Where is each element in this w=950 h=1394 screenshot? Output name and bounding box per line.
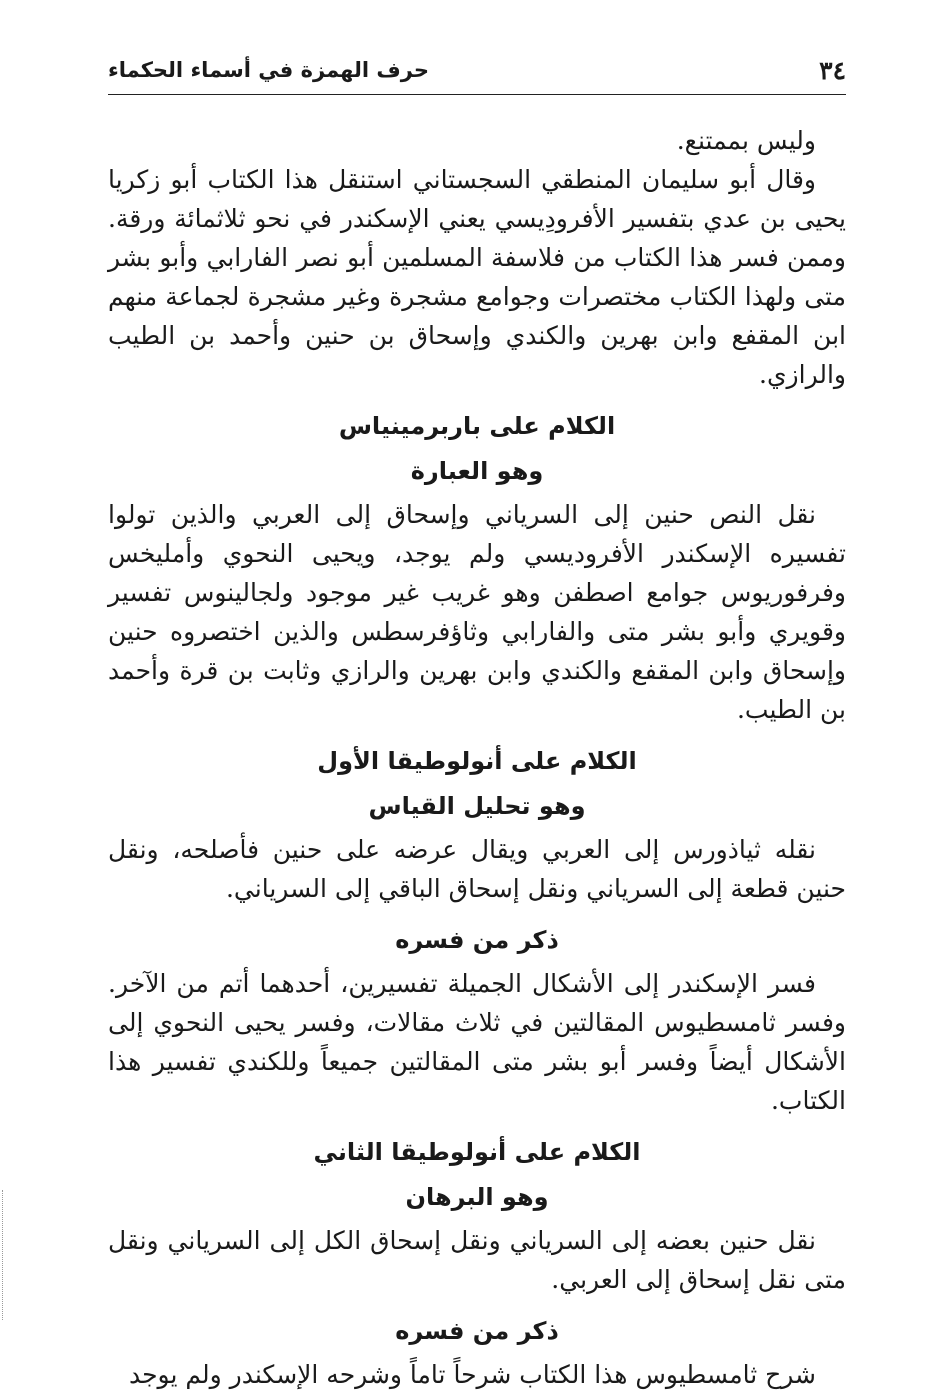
section-heading: الكلام على أنولوطيقا الأول bbox=[317, 747, 637, 775]
page-number: ٣٤ bbox=[819, 56, 846, 85]
section-heading: الكلام على باربرمينياس bbox=[338, 412, 616, 440]
paragraph: نقل النص حنين إلى السرياني وإسحاق إلى العربي والذين تولوا تفسيره الإسكندر الأفروديسي ولم يوجد، ويحيى النحوي وأمليخس وفرفوريوس جوامع اصطفن وهو غريب غير موجود ولجالينوس تفسير وقويري وأبو بشر متى والفارابي وثاؤفرسطس والذين اختصروه حنين وإسحاق وابن المقفع والكندي وابن بهرين والرازي وثابت بن قرة وأحمد بن الطيب. bbox=[108, 500, 846, 724]
paragraph: نقل حنين بعضه إلى السرياني ونقل إسحاق الكل إلى السرياني ونقل متى نقل إسحاق إلى العربي. bbox=[108, 1226, 846, 1294]
paragraph: نقله ثياذورس إلى العربي ويقال عرضه على حنين فأصلحه، ونقل حنين قطعة إلى السرياني ونقل إسحاق الباقي إلى السرياني. bbox=[108, 835, 846, 903]
section-heading: الكلام على أنولوطيقا الثاني bbox=[313, 1138, 641, 1166]
paragraph: وليس بممتنع. bbox=[676, 126, 816, 155]
running-title: حرف الهمزة في أسماء الحكماء bbox=[108, 58, 429, 82]
paragraph: وقال أبو سليمان المنطقي السجستاني استنقل هذا الكتاب أبو زكريا يحيى بن عدي بتفسير الأفرودِيسي يعني الإسكندر في نحو ثلاثمائة ورقة. وممن فسر هذا الكتاب من فلاسفة المسلمين أبو نصر الفارابي وأبو بشر متى ولهذا الكتاب مختصرات وجوامع مشجرة وغير مشجرة لجماعة منهم ابن المقفع وابن بهرين والكندي وإسحاق بن حنين وأحمد بن الطيب والرازي. bbox=[108, 165, 846, 389]
paragraph: فسر الإسكندر إلى الأشكال الجميلة تفسيرين، أحدهما أتم من الآخر. وفسر ثامسطيوس المقالتين في ثلاث مقالات، وفسر يحيى النحوي إلى الأشكال أيضاً وفسر أبو بشر متى المقالتين جميعاً وللكندي تفسير هذا الكتاب. bbox=[108, 969, 846, 1115]
section-heading: ذكر من فسره bbox=[395, 926, 559, 954]
section-subheading: وهو البرهان bbox=[405, 1183, 549, 1211]
section-subheading: وهو العبارة bbox=[410, 457, 544, 485]
section-subheading: وهو تحليل القياس bbox=[368, 792, 586, 820]
paragraph: شرح ثامسطيوس هذا الكتاب شرحاً تاماً وشرحه الإسكندر ولم يوجد bbox=[128, 1360, 816, 1389]
section-heading: ذكر من فسره bbox=[395, 1317, 559, 1345]
scan-edge-mark bbox=[2, 1190, 7, 1320]
page-header bbox=[108, 50, 846, 95]
page-body bbox=[108, 121, 846, 1394]
book-page bbox=[108, 50, 846, 1394]
